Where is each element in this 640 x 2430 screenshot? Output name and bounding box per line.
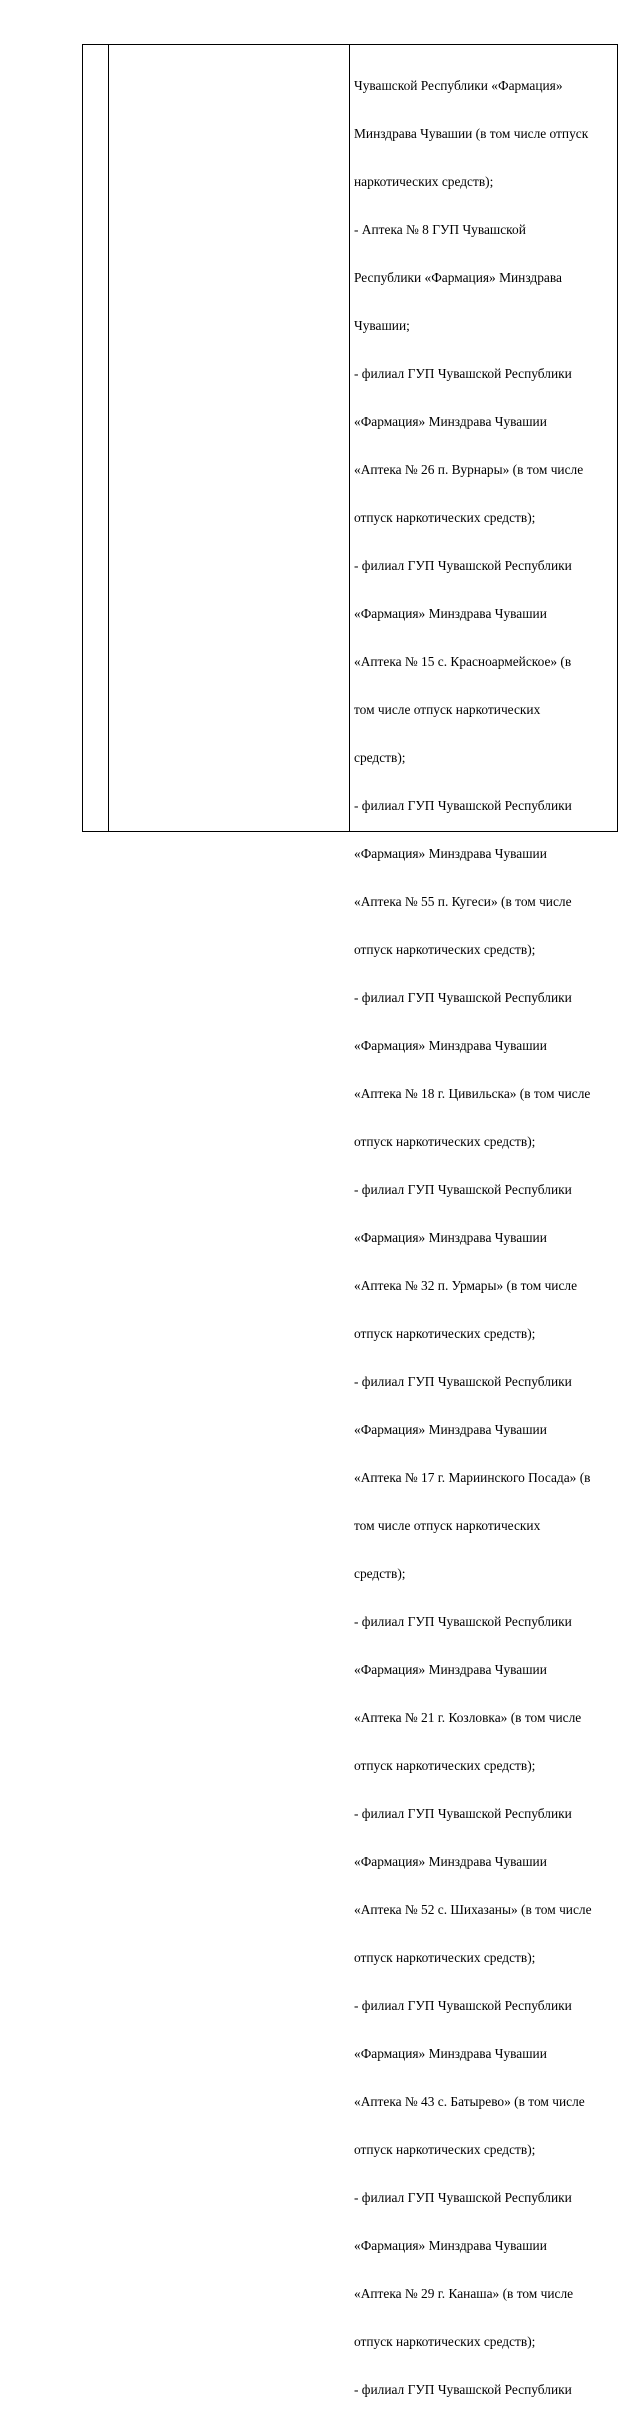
text-line: - филиал ГУП Чувашской Республики <box>354 990 572 1005</box>
text-line: отпуск наркотических средств); <box>354 1758 536 1773</box>
text-line: «Аптека № 52 с. Шихазаны» (в том числе <box>354 1902 592 1917</box>
table-cell-number <box>83 45 109 831</box>
text-line: - филиал ГУП Чувашской Республики <box>354 558 572 573</box>
table-cell-name <box>109 45 350 831</box>
text-line: Чувашской Республики «Фармация» <box>354 78 563 93</box>
text-line: том числе отпуск наркотических <box>354 702 541 717</box>
text-line: «Фармация» Минздрава Чувашии <box>354 2238 547 2253</box>
text-line: - филиал ГУП Чувашской Республики <box>354 1182 572 1197</box>
text-line: «Фармация» Минздрава Чувашии <box>354 606 547 621</box>
table-cell-pharmacies <box>350 45 617 2397</box>
text-line: «Аптека № 17 г. Мариинского Посада» (в <box>354 1470 591 1485</box>
pharmacy-list-text <box>354 46 613 2430</box>
text-line: - филиал ГУП Чувашской Республики <box>354 1614 572 1629</box>
text-line: отпуск наркотических средств); <box>354 942 536 957</box>
text-line: - филиал ГУП Чувашской Республики <box>354 1374 572 1389</box>
text-line: «Аптека № 43 с. Батырево» (в том числе <box>354 2094 585 2109</box>
text-line: Чувашии; <box>354 318 410 333</box>
text-line: «Аптека № 32 п. Урмары» (в том числе <box>354 1278 578 1293</box>
text-line: отпуск наркотических средств); <box>354 1326 536 1341</box>
text-line: - филиал ГУП Чувашской Республики <box>354 366 572 381</box>
text-line: отпуск наркотических средств); <box>354 2334 536 2349</box>
text-line: средств); <box>354 1566 406 1581</box>
text-line: том числе отпуск наркотических <box>354 1518 541 1533</box>
text-line: «Фармация» Минздрава Чувашии <box>354 1230 547 1245</box>
text-line: «Аптека № 29 г. Канаша» (в том числе <box>354 2286 574 2301</box>
text-line: - филиал ГУП Чувашской Республики <box>354 1998 572 2013</box>
text-line: «Аптека № 55 п. Кугеси» (в том числе <box>354 894 572 909</box>
text-line: средств); <box>354 750 406 765</box>
text-line: «Фармация» Минздрава Чувашии <box>354 2046 547 2061</box>
text-line: «Фармация» Минздрава Чувашии <box>354 846 547 861</box>
text-line: отпуск наркотических средств); <box>354 2142 536 2157</box>
text-line: - филиал ГУП Чувашской Республики <box>354 798 572 813</box>
text-line: - филиал ГУП Чувашской Республики <box>354 2382 572 2397</box>
text-line: Минздрава Чувашии (в том числе отпуск <box>354 126 589 141</box>
text-line: отпуск наркотических средств); <box>354 1134 536 1149</box>
text-line: «Аптека № 26 п. Вурнары» (в том числе <box>354 462 584 477</box>
text-line: «Фармация» Минздрава Чувашии <box>354 414 547 429</box>
text-line: - филиал ГУП Чувашской Республики <box>354 2190 572 2205</box>
text-line: «Фармация» Минздрава Чувашии <box>354 1854 547 1869</box>
text-line: - Аптека № 8 ГУП Чувашской <box>354 222 526 237</box>
text-line: наркотических средств); <box>354 174 494 189</box>
text-line: «Аптека № 15 с. Красноармейское» (в <box>354 654 572 669</box>
text-line: - филиал ГУП Чувашской Республики <box>354 1806 572 1821</box>
text-line: отпуск наркотических средств); <box>354 510 536 525</box>
pharmacy-list-table <box>82 44 618 2397</box>
text-line: Республики «Фармация» Минздрава <box>354 270 562 285</box>
text-line: «Фармация» Минздрава Чувашии <box>354 1422 547 1437</box>
text-line: «Аптека № 21 г. Козловка» (в том числе <box>354 1710 582 1725</box>
text-line: «Фармация» Минздрава Чувашии <box>354 1662 547 1677</box>
text-line: «Аптека № 18 г. Цивильска» (в том числе <box>354 1086 591 1101</box>
text-line: «Фармация» Минздрава Чувашии <box>354 1038 547 1053</box>
text-line: отпуск наркотических средств); <box>354 1950 536 1965</box>
